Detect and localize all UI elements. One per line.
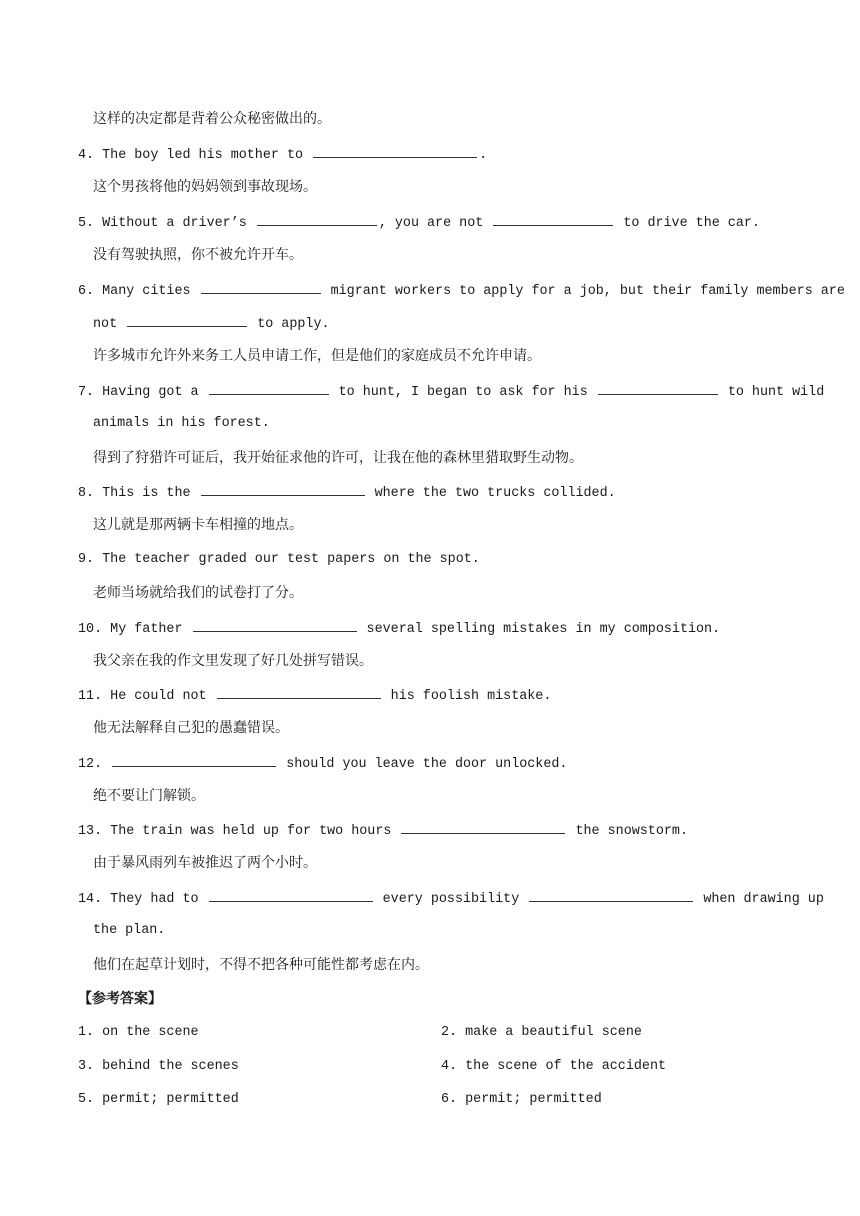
answer-text: permit; permitted [102, 1092, 239, 1107]
answer-number: 6. [441, 1092, 458, 1107]
question-number: 9. [78, 552, 95, 567]
question-text: the snowstorm. [567, 824, 688, 839]
question-text: He could not [110, 689, 215, 704]
question-text: Many cities [102, 284, 199, 299]
answer-text: permit; permitted [465, 1092, 602, 1107]
answer-number: 2. [441, 1025, 458, 1040]
answer-blank[interactable] [201, 280, 321, 294]
question-text: should you leave the door unlocked. [278, 757, 568, 772]
answer-item [441, 1090, 602, 1110]
question-6 [78, 280, 845, 302]
answer-blank[interactable] [529, 888, 693, 902]
translation-7: 得到了狩猎许可证后，我开始征求他的许可，让我在他的森林里猎取野生动物。 [93, 450, 583, 466]
question-number: 12. [78, 757, 103, 772]
answer-item [78, 1057, 239, 1077]
answer-number: 4. [441, 1059, 458, 1074]
answer-item [441, 1057, 666, 1077]
question-number: 13. [78, 824, 103, 839]
question-text: My father [110, 622, 191, 637]
translation-11: 他无法解释自己犯的愚蠢错误。 [93, 720, 289, 736]
answer-blank[interactable] [209, 888, 373, 902]
question-number: 4. [78, 148, 95, 163]
question-12 [78, 753, 567, 775]
question-text: to hunt, I began to ask for his [330, 385, 596, 400]
answer-item [78, 1023, 199, 1043]
question-text: several spelling mistakes in my composition. [358, 622, 721, 637]
answer-text: make a beautiful scene [465, 1025, 642, 1040]
answer-blank[interactable] [112, 753, 276, 767]
answer-text: behind the scenes [102, 1059, 239, 1074]
question-number: 6. [78, 284, 95, 299]
question-text: every possibility [374, 892, 528, 907]
question-number: 8. [78, 486, 95, 501]
translation-5: 没有驾驶执照，你不被允许开车。 [93, 247, 303, 263]
translation-14: 他们在起草计划时，不得不把各种可能性都考虑在内。 [93, 957, 429, 973]
question-text: The teacher graded our test papers on the spot. [102, 552, 480, 567]
question-6-continued [93, 313, 330, 335]
question-number: 10. [78, 622, 103, 637]
translation-10: 我父亲在我的作文里发现了好几处拼写错误。 [93, 653, 373, 669]
question-14 [78, 888, 824, 910]
question-11 [78, 685, 551, 707]
question-text: migrant workers to apply for a job, but their family members are [322, 284, 845, 299]
translation-6: 许多城市允许外来务工人员申请工作，但是他们的家庭成员不允许申请。 [93, 348, 541, 364]
question-text: to apply. [249, 317, 330, 332]
question-14-continued: the plan. [93, 923, 166, 938]
answer-blank[interactable] [257, 212, 377, 226]
answer-text: on the scene [102, 1025, 199, 1040]
question-text: not [93, 317, 126, 332]
question-text: where the two trucks collided. [366, 486, 616, 501]
question-text: The boy led his mother to [102, 148, 312, 163]
translation-4: 这个男孩将他的妈妈领到事故现场。 [93, 179, 317, 195]
answer-item [78, 1090, 239, 1110]
answer-blank[interactable] [193, 618, 357, 632]
question-text: The train was held up for two hours [110, 824, 400, 839]
answer-blank[interactable] [209, 381, 329, 395]
translation-13: 由于暴风雨列车被推迟了两个小时。 [93, 855, 317, 871]
answer-number: 1. [78, 1025, 95, 1040]
question-number: 11. [78, 689, 103, 704]
question-7-continued: animals in his forest. [93, 416, 270, 431]
question-10 [78, 618, 720, 640]
intro-translation: 这样的决定都是背着公众秘密做出的。 [93, 111, 331, 127]
question-text: . [479, 148, 488, 163]
question-9 [78, 550, 480, 570]
answer-blank[interactable] [217, 685, 381, 699]
question-text: This is the [102, 486, 199, 501]
question-7 [78, 381, 824, 403]
answers-heading: 【参考答案】 [78, 991, 162, 1007]
answer-blank[interactable] [401, 820, 565, 834]
question-5 [78, 212, 760, 234]
question-4 [78, 144, 487, 166]
answer-blank[interactable] [313, 144, 477, 158]
question-number: 5. [78, 216, 95, 231]
question-text: to hunt wild [719, 385, 825, 400]
translation-12: 绝不要让门解锁。 [93, 788, 205, 804]
question-number: 7. [78, 385, 95, 400]
question-13 [78, 820, 688, 842]
answer-number: 5. [78, 1092, 95, 1107]
question-8 [78, 482, 616, 504]
question-number: 14. [78, 892, 103, 907]
question-text: when drawing up [695, 892, 824, 907]
question-text: to drive the car. [615, 216, 760, 231]
answer-blank[interactable] [598, 381, 718, 395]
answer-item [441, 1023, 642, 1043]
answer-blank[interactable] [127, 313, 247, 327]
question-text: , you are not [378, 216, 492, 231]
answer-blank[interactable] [493, 212, 613, 226]
question-text: his foolish mistake. [382, 689, 552, 704]
question-text: Having got a [102, 385, 207, 400]
question-text: Without a driver’s [102, 216, 255, 231]
question-text: They had to [110, 892, 207, 907]
answer-blank[interactable] [201, 482, 365, 496]
answer-number: 3. [78, 1059, 95, 1074]
answer-text: the scene of the accident [465, 1059, 667, 1074]
translation-9: 老师当场就给我们的试卷打了分。 [93, 585, 303, 601]
translation-8: 这儿就是那两辆卡车相撞的地点。 [93, 517, 303, 533]
